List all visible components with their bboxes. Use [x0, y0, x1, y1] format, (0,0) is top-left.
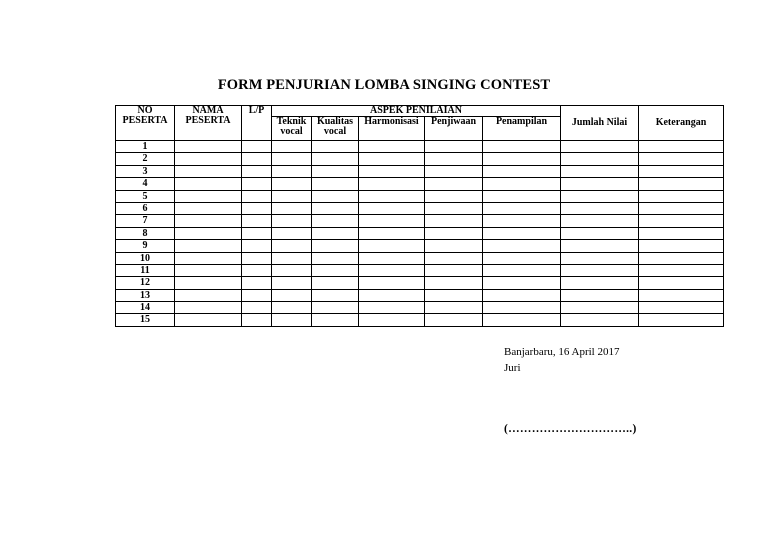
score-cell[interactable]: [175, 277, 242, 289]
row-number: 14: [116, 302, 175, 314]
header-no-peserta: NO PESERTA: [116, 106, 175, 141]
score-cell[interactable]: [272, 277, 312, 289]
score-cell[interactable]: [312, 264, 359, 276]
table-row: [116, 314, 724, 326]
score-cell[interactable]: [312, 227, 359, 239]
table-row: [116, 227, 724, 239]
judge-role: Juri: [504, 362, 521, 374]
score-cell[interactable]: [175, 165, 242, 177]
score-cell[interactable]: [242, 153, 272, 165]
score-cell[interactable]: [242, 289, 272, 301]
row-number: 11: [116, 264, 175, 276]
score-cell[interactable]: [639, 141, 724, 153]
score-cell[interactable]: [639, 190, 724, 202]
score-cell[interactable]: [312, 178, 359, 190]
score-cell[interactable]: [359, 215, 425, 227]
table-row: [116, 178, 724, 190]
score-cell[interactable]: [561, 314, 639, 326]
score-cell[interactable]: [359, 264, 425, 276]
score-cell[interactable]: [175, 264, 242, 276]
row-number: 12: [116, 277, 175, 289]
score-cell[interactable]: [425, 240, 483, 252]
score-cell[interactable]: [312, 141, 359, 153]
score-cell[interactable]: [359, 314, 425, 326]
table-body: [116, 141, 724, 327]
score-cell[interactable]: [175, 302, 242, 314]
score-cell[interactable]: [175, 141, 242, 153]
score-cell[interactable]: [272, 240, 312, 252]
header-teknik-vocal: Teknik vocal: [272, 117, 312, 141]
table-row: [116, 141, 724, 153]
score-cell[interactable]: [483, 314, 561, 326]
score-cell[interactable]: [175, 289, 242, 301]
score-cell[interactable]: [359, 153, 425, 165]
table-row: [116, 252, 724, 264]
header-jumlah-nilai: Jumlah Nilai: [561, 106, 639, 141]
score-cell[interactable]: [425, 252, 483, 264]
score-cell[interactable]: [425, 277, 483, 289]
score-cell[interactable]: [483, 153, 561, 165]
score-cell[interactable]: [359, 227, 425, 239]
score-cell[interactable]: [425, 264, 483, 276]
header-penampilan: Penampilan: [483, 117, 561, 141]
score-cell[interactable]: [425, 302, 483, 314]
score-cell[interactable]: [483, 165, 561, 177]
score-cell[interactable]: [242, 165, 272, 177]
score-cell[interactable]: [242, 240, 272, 252]
score-cell[interactable]: [639, 165, 724, 177]
score-cell[interactable]: [272, 227, 312, 239]
score-cell[interactable]: [639, 264, 724, 276]
score-cell[interactable]: [561, 277, 639, 289]
score-cell[interactable]: [483, 141, 561, 153]
score-cell[interactable]: [561, 264, 639, 276]
score-cell[interactable]: [242, 178, 272, 190]
score-cell[interactable]: [425, 227, 483, 239]
header-harmonisasi: Harmonisasi: [359, 117, 425, 141]
score-cell[interactable]: [639, 202, 724, 214]
score-cell[interactable]: [312, 314, 359, 326]
row-number: 9: [116, 240, 175, 252]
score-cell[interactable]: [639, 302, 724, 314]
score-cell[interactable]: [175, 190, 242, 202]
score-cell[interactable]: [561, 289, 639, 301]
row-number: 2: [116, 153, 175, 165]
score-cell[interactable]: [242, 314, 272, 326]
score-cell[interactable]: [425, 202, 483, 214]
table-row: [116, 190, 724, 202]
score-cell[interactable]: [242, 202, 272, 214]
score-cell[interactable]: [483, 190, 561, 202]
score-cell[interactable]: [483, 178, 561, 190]
score-cell[interactable]: [359, 289, 425, 301]
page-title: FORM PENJURIAN LOMBA SINGING CONTEST: [217, 77, 551, 93]
score-cell[interactable]: [175, 178, 242, 190]
score-cell[interactable]: [425, 165, 483, 177]
score-cell[interactable]: [561, 215, 639, 227]
score-cell[interactable]: [272, 165, 312, 177]
score-cell[interactable]: [312, 289, 359, 301]
table-row: [116, 277, 724, 289]
score-cell[interactable]: [425, 178, 483, 190]
score-cell[interactable]: [175, 202, 242, 214]
table-row: [116, 153, 724, 165]
score-cell[interactable]: [272, 252, 312, 264]
score-cell[interactable]: [272, 190, 312, 202]
score-cell[interactable]: [175, 215, 242, 227]
score-cell[interactable]: [483, 252, 561, 264]
score-cell[interactable]: [561, 178, 639, 190]
judging-table: [115, 105, 724, 327]
score-cell[interactable]: [312, 190, 359, 202]
score-cell[interactable]: [272, 314, 312, 326]
score-cell[interactable]: [312, 153, 359, 165]
score-cell[interactable]: [272, 153, 312, 165]
score-cell[interactable]: [272, 202, 312, 214]
row-number: 13: [116, 289, 175, 301]
score-cell[interactable]: [359, 141, 425, 153]
score-cell[interactable]: [639, 178, 724, 190]
header-nama-peserta: NAMA PESERTA: [175, 106, 242, 141]
score-cell[interactable]: [272, 178, 312, 190]
score-cell[interactable]: [425, 153, 483, 165]
score-cell[interactable]: [425, 141, 483, 153]
table-row: [116, 289, 724, 301]
score-cell[interactable]: [561, 165, 639, 177]
score-cell[interactable]: [242, 215, 272, 227]
score-cell[interactable]: [242, 277, 272, 289]
score-cell[interactable]: [639, 153, 724, 165]
score-cell[interactable]: [483, 289, 561, 301]
row-number: 4: [116, 178, 175, 190]
table-row: [116, 302, 724, 314]
score-cell[interactable]: [425, 190, 483, 202]
header-aspek-penilaian: ASPEK PENILAIAN: [272, 106, 561, 117]
score-cell[interactable]: [359, 302, 425, 314]
score-cell[interactable]: [425, 289, 483, 301]
row-number: 6: [116, 202, 175, 214]
score-cell[interactable]: [483, 240, 561, 252]
score-cell[interactable]: [639, 314, 724, 326]
score-cell[interactable]: [312, 240, 359, 252]
row-number: 5: [116, 190, 175, 202]
table-row: [116, 165, 724, 177]
row-number: 8: [116, 227, 175, 239]
score-cell[interactable]: [312, 252, 359, 264]
score-cell[interactable]: [272, 141, 312, 153]
table-row: [116, 264, 724, 276]
score-cell[interactable]: [272, 264, 312, 276]
row-number: 7: [116, 215, 175, 227]
row-number: 3: [116, 165, 175, 177]
score-cell[interactable]: [483, 227, 561, 239]
score-cell[interactable]: [561, 190, 639, 202]
score-cell[interactable]: [561, 227, 639, 239]
score-cell[interactable]: [175, 153, 242, 165]
score-cell[interactable]: [359, 277, 425, 289]
place-date: Banjarbaru, 16 April 2017: [504, 346, 620, 358]
row-number: 1: [116, 141, 175, 153]
score-cell[interactable]: [242, 264, 272, 276]
score-cell[interactable]: [483, 302, 561, 314]
score-cell[interactable]: [561, 153, 639, 165]
header-kualitas-vocal: Kualitas vocal: [312, 117, 359, 141]
score-cell[interactable]: [359, 165, 425, 177]
header-penjiwaan: Penjiwaan: [425, 117, 483, 141]
score-cell[interactable]: [561, 202, 639, 214]
score-cell[interactable]: [639, 227, 724, 239]
score-cell[interactable]: [242, 302, 272, 314]
header-keterangan: Keterangan: [639, 106, 724, 141]
score-cell[interactable]: [483, 264, 561, 276]
score-cell[interactable]: [359, 202, 425, 214]
score-cell[interactable]: [639, 289, 724, 301]
score-cell[interactable]: [242, 141, 272, 153]
score-cell[interactable]: [242, 252, 272, 264]
table-row: [116, 215, 724, 227]
score-cell[interactable]: [312, 302, 359, 314]
score-cell[interactable]: [561, 240, 639, 252]
row-number: 10: [116, 252, 175, 264]
score-cell[interactable]: [242, 190, 272, 202]
score-cell[interactable]: [483, 215, 561, 227]
score-cell[interactable]: [561, 302, 639, 314]
score-cell[interactable]: [483, 277, 561, 289]
score-cell[interactable]: [639, 252, 724, 264]
row-number: 15: [116, 314, 175, 326]
score-cell[interactable]: [359, 178, 425, 190]
score-cell[interactable]: [483, 202, 561, 214]
score-cell[interactable]: [359, 252, 425, 264]
score-cell[interactable]: [175, 252, 242, 264]
score-cell[interactable]: [312, 202, 359, 214]
score-cell[interactable]: [359, 190, 425, 202]
score-cell[interactable]: [312, 277, 359, 289]
score-cell[interactable]: [175, 240, 242, 252]
score-cell[interactable]: [312, 215, 359, 227]
score-cell[interactable]: [425, 314, 483, 326]
score-cell[interactable]: [359, 240, 425, 252]
score-cell[interactable]: [272, 215, 312, 227]
score-cell[interactable]: [561, 252, 639, 264]
score-cell[interactable]: [175, 314, 242, 326]
score-cell[interactable]: [272, 289, 312, 301]
score-cell[interactable]: [639, 215, 724, 227]
score-cell[interactable]: [242, 227, 272, 239]
score-cell[interactable]: [175, 227, 242, 239]
score-cell[interactable]: [639, 277, 724, 289]
score-cell[interactable]: [425, 215, 483, 227]
score-cell[interactable]: [639, 240, 724, 252]
score-cell[interactable]: [312, 165, 359, 177]
signature-line: (…………………………..): [504, 423, 637, 435]
score-cell[interactable]: [272, 302, 312, 314]
header-lp: L/P: [242, 106, 272, 141]
table-row: [116, 202, 724, 214]
score-cell[interactable]: [561, 141, 639, 153]
table-row: [116, 240, 724, 252]
